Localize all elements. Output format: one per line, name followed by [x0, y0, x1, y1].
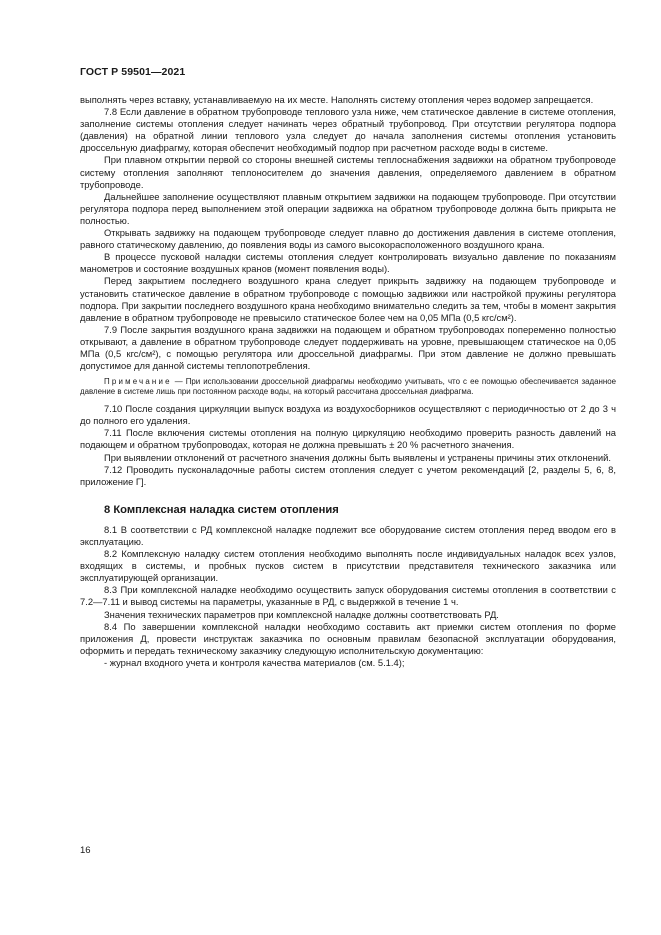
- paragraph: Перед закрытием последнего воздушного крана следует прикрыть задвижку на подающем трубопроводе и установить статическое давление в обратном трубопроводе с помощью задвижки или настройкой пружины регулятора подпора. При закрытии последнего воздушного крана необходимо внимательно следить за тем, чтобы в момент закрытия давление в обратном трубопроводе не превысило статическое более чем на 0,05 МПа (0,5 кгс/см²).: [80, 275, 616, 323]
- paragraph-7-12: 7.12 Проводить пусконаладочные работы систем отопления следует с учетом рекомендаций [2, разделы 5, 6, 8, приложение Г].: [80, 463, 616, 487]
- note-label: Примечание: [104, 377, 172, 387]
- paragraph-8-2: 8.2 Комплексную наладку систем отопления необходимо выполнять после индивидуальных наладок всех узлов, входящих в системы, и пробных пусков систем в присутствии представителя технического заказчика или эксплуатирующей организации.: [80, 548, 616, 584]
- document-body: [80, 94, 616, 669]
- paragraph: Значения технических параметров при комплексной наладке должны соответствовать РД.: [104, 608, 499, 620]
- paragraph-7-10: 7.10 После создания циркуляции выпуск воздуха из воздухосборников осуществляют с периодичностью от 2 до 3 ч до полного его удаления.: [80, 403, 616, 427]
- paragraph-8-4: 8.4 По завершении комплексной наладки необходимо составить акт приемки систем отопления по форме приложения Д, провести инструктаж заказчика по основным правилам безопасной эксплуатации оборудования, оформить и передать техническому заказчику следующую исполнительскую документацию:: [80, 620, 616, 656]
- paragraph-7-8: 7.8 Если давление в обратном трубопроводе теплового узла ниже, чем статическое давление в системе отопления, заполнение системы отопления следует начинать через обратный трубопровод. При отсутствии регулятора подпора (давления) на обратной линии теплового узла следует до начала заполнения системы отопления установить дроссельную диафрагму, которая обеспечит необходимый подпор при расчетном расходе воды в системе.: [80, 106, 616, 154]
- paragraph: Открывать задвижку на подающем трубопроводе следует плавно до достижения давления в системе отопления, равного статическому давлению, до появления воды из самого высокорасположенного воздушного крана.: [80, 227, 616, 251]
- paragraph-continuation: выполнять через вставку, устанавливаемую на их месте. Наполнять систему отопления через водомер запрещается.: [80, 94, 594, 105]
- paragraph-7-9: 7.9 После закрытия воздушного крана задвижки на подающем и обратном трубопроводах попеременно полностью открывают, а давление в обратном трубопроводе следует поддерживать на уровне, превышающем статическое на 0,05 МПа (0,5 кгс/см²), с помощью регулятора или дроссельной диафрагмы. При этом давление не должно превышать допустимое для данной системы теплопотребления.: [80, 323, 616, 372]
- paragraph-8-1: 8.1 В соответствии с РД комплексной наладке подлежит все оборудование систем отопления перед вводом его в эксплуатацию.: [80, 523, 616, 547]
- section-heading: 8 Комплексная наладка систем отопления: [104, 503, 339, 516]
- paragraph: Дальнейшее заполнение осуществляют плавным открытием задвижки на подающем трубопроводе. При отсутствии регулятора подпора перед выполнением этой операции задвижка на обратном трубопроводе должна быть прикрыта не полностью.: [80, 190, 616, 226]
- paragraph-7-11: 7.11 После включения системы отопления на полную циркуляцию необходимо проверить разность давлений на подающем и обратном трубопроводах, которая не должна превышать ± 20 % расчетного значения.: [80, 427, 616, 451]
- list-item: - журнал входного учета и контроля качества материалов (см. 5.1.4);: [104, 656, 405, 668]
- page-header: ГОСТ Р 59501—2021: [80, 66, 186, 78]
- note-text: — При использовании дроссельной диафрагмы необходимо учитывать, что с ее помощью обеспечивается заданное давление в системе лишь при постоянном расходе воды, на который рассчитана дроссельная диафрагма.: [80, 377, 616, 397]
- note-block: [80, 377, 616, 397]
- paragraph: При выявлении отклонений от расчетного значения должны быть выявлены и устранены причины этих отклонений.: [104, 451, 611, 463]
- paragraph: В процессе пусковой наладки системы отопления следует контролировать визуально давление по показаниям манометров и состояние воздушных кранов (момент появления воды).: [80, 251, 616, 275]
- paragraph-8-3: 8.3 При комплексной наладке необходимо осуществить запуск оборудования системы отопления в соответствии с 7.2—7.11 и вывод системы на параметры, указанные в РД, с выдержкой в течение 1 ч.: [80, 584, 616, 608]
- page-number: 16: [80, 845, 91, 856]
- paragraph: При плавном открытии первой со стороны внешней системы теплоснабжения задвижки на обратном трубопроводе систему отопления заполняют теплоносителем до значения давления, определяемого давлением в обратном трубопроводе.: [80, 154, 616, 190]
